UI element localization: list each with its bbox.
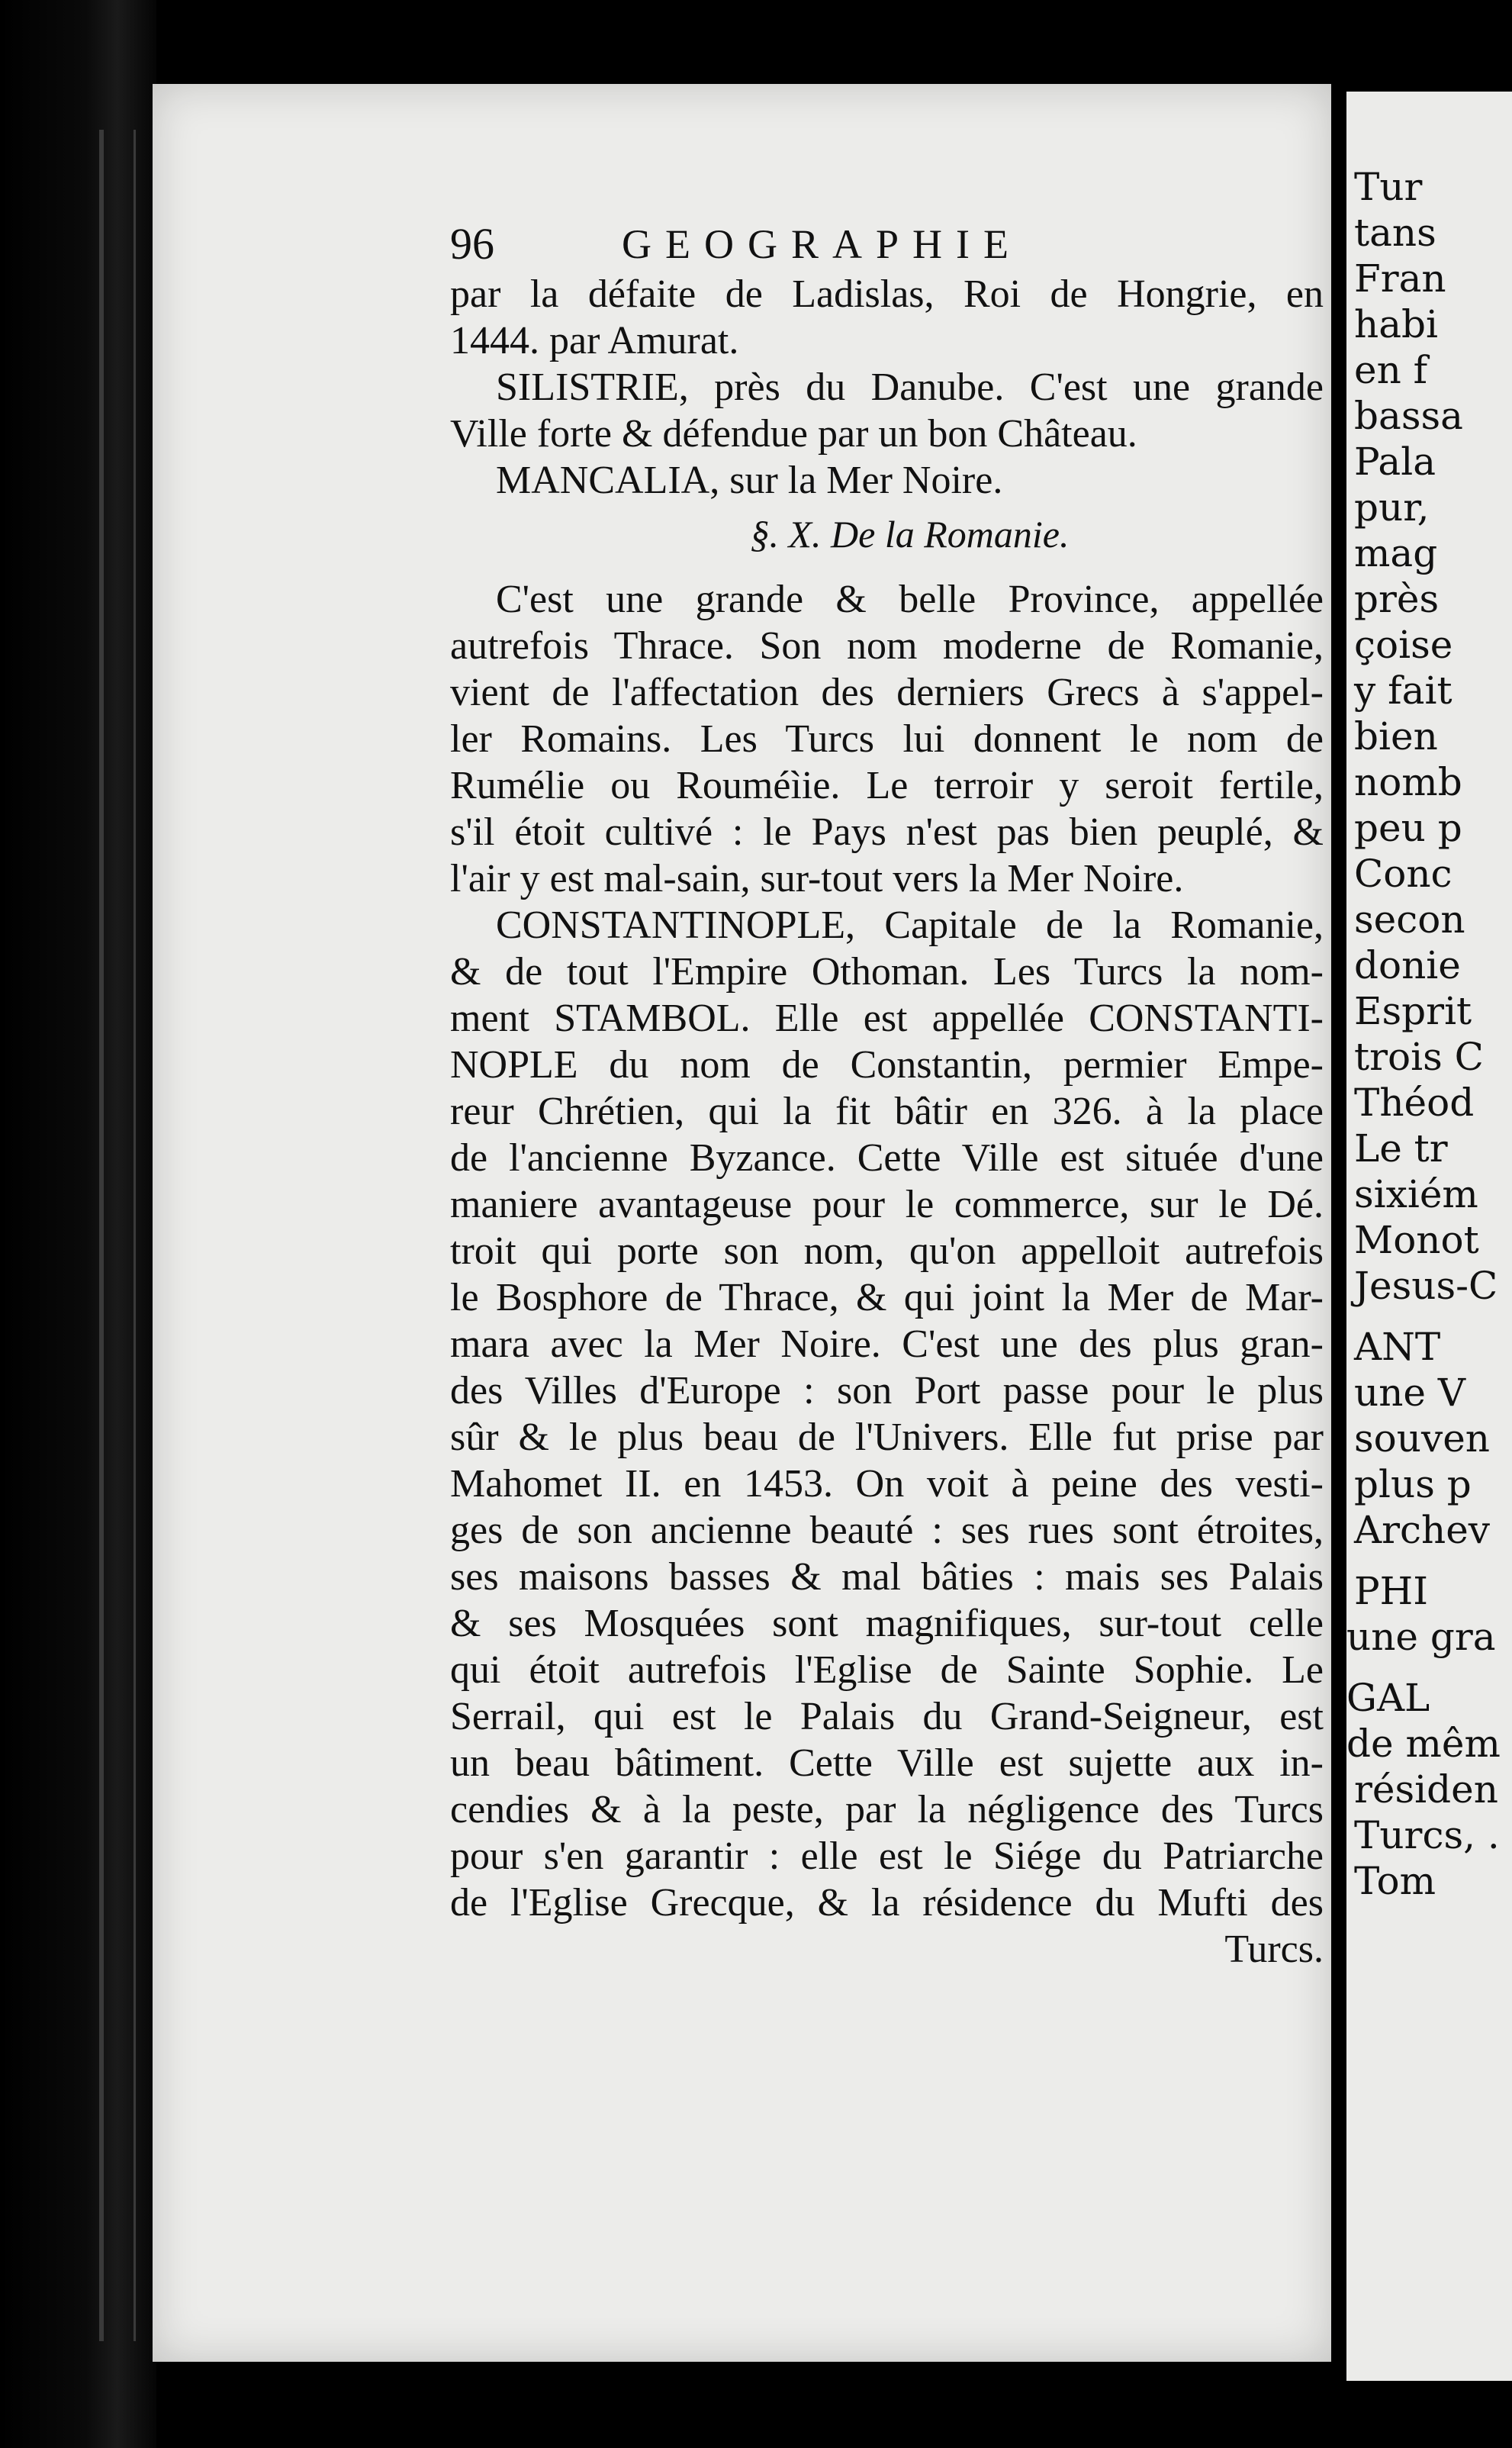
text-line: Mahomet II. en 1453. On voit à peine des vesti-: [450, 1462, 1324, 1506]
facing-page-fragment: trois C: [1354, 1035, 1484, 1079]
text-line: & de tout l'Empire Othoman. Les Turcs la nom-: [450, 950, 1324, 994]
facing-page-fragment: donie: [1354, 943, 1461, 987]
text-line: qui étoit autrefois l'Eglise de Sainte Sophie. Le: [450, 1648, 1324, 1692]
text-line: des Villes d'Europe : son Port passe pour le plus: [450, 1369, 1324, 1412]
page-text-block: [450, 217, 1324, 1973]
text-line: maniere avantageuse pour le commerce, sur le Dé.: [450, 1183, 1324, 1226]
text-line: ler Romains. Les Turcs lui donnent le nom de: [450, 717, 1324, 761]
facing-page-fragment: Turcs, .: [1354, 1813, 1500, 1857]
binding-shadow-line: [134, 130, 136, 2341]
facing-page-fragment: résiden: [1354, 1767, 1498, 1812]
facing-page-fragment: de mêm: [1346, 1722, 1501, 1766]
facing-page-fragment: y fait: [1354, 668, 1452, 713]
text-line: C'est une grande & belle Province, appellée: [496, 578, 1324, 621]
facing-page-fragment: tans: [1354, 211, 1436, 255]
text-line: SILISTRIE, près du Danube. C'est une grande: [496, 366, 1324, 409]
text-line: de l'Eglise Grecque, & la résidence du Mufti des: [450, 1881, 1324, 1925]
text-line: MANCALIA, sur la Mer Noire.: [496, 459, 1003, 502]
facing-page-fragment: ANT: [1354, 1325, 1441, 1369]
text-line: Turcs.: [1224, 1928, 1324, 1971]
facing-page-fragment: Archev: [1354, 1508, 1491, 1552]
facing-page-fragment: habi: [1354, 302, 1439, 346]
page-gutter: [1331, 76, 1346, 2381]
text-line: reur Chrétien, qui la fit bâtir en 326. à la place: [450, 1090, 1324, 1133]
page-number: 96: [450, 219, 494, 269]
text-line: par la défaite de Ladislas, Roi de Hongrie, en: [450, 272, 1324, 316]
running-head: GEOGRAPHIE: [622, 221, 1022, 267]
text-line: Serrail, qui est le Palais du Grand-Seigneur, est: [450, 1695, 1324, 1738]
text-line: CONSTANTINOPLE, Capitale de la Romanie,: [496, 904, 1324, 947]
facing-page-fragment: en f: [1354, 348, 1428, 392]
facing-page-fragment: souven: [1354, 1416, 1491, 1461]
text-line: cendies & à la peste, par la négligence des Turcs: [450, 1788, 1324, 1831]
facing-page-fragment: GAL: [1346, 1676, 1430, 1720]
body-text: [450, 271, 1324, 1973]
text-line: vient de l'affectation des derniers Grecs à s'appel-: [450, 671, 1324, 714]
text-line: de l'ancienne Byzance. Cette Ville est située d'une: [450, 1136, 1324, 1180]
text-line: l'air y est mal-sain, sur-tout vers la Mer Noire.: [450, 857, 1184, 900]
text-line: un beau bâtiment. Cette Ville est sujette aux in-: [450, 1741, 1324, 1785]
text-line: & ses Mosquées sont magnifiques, sur-tout celle: [450, 1602, 1324, 1645]
binding-shadow-line: [99, 130, 104, 2341]
text-line: autrefois Thrace. Son nom moderne de Romanie,: [450, 624, 1324, 668]
facing-page-fragment: Monot: [1354, 1218, 1479, 1262]
facing-page-fragment: PHI: [1354, 1569, 1428, 1613]
text-line: ment STAMBOL. Elle est appellée CONSTANTI-: [450, 997, 1324, 1040]
facing-page-fragment: Jesus-C: [1354, 1264, 1498, 1308]
facing-page-fragment: près: [1354, 577, 1440, 621]
text-line: NOPLE du nom de Constantin, permier Empe-: [450, 1043, 1324, 1087]
text-line: ges de son ancienne beauté : ses rues sont étroites,: [450, 1509, 1324, 1552]
facing-page-fragment: nomb: [1354, 760, 1462, 804]
facing-page: [1346, 92, 1512, 2381]
facing-page-fragment: Fran: [1354, 256, 1446, 301]
facing-page-fragment: bassa: [1354, 394, 1463, 438]
facing-page-fragment: une V: [1354, 1371, 1465, 1415]
text-line: mara avec la Mer Noire. C'est une des plus gran-: [450, 1322, 1324, 1366]
facing-page-fragment: une gra: [1346, 1615, 1496, 1659]
facing-page-fragment: sixiém: [1354, 1172, 1478, 1216]
text-line: Rumélie ou Rouméìie. Le terroir y seroit fertile,: [450, 764, 1324, 807]
facing-page-fragment: Théod: [1354, 1081, 1475, 1125]
facing-page-fragment: peu p: [1354, 806, 1462, 850]
facing-page-fragment: plus p: [1354, 1462, 1472, 1506]
text-line: ses maisons basses & mal bâties : mais ses Palais: [450, 1555, 1324, 1599]
facing-page-fragment: Pala: [1354, 440, 1436, 484]
text-line: le Bosphore de Thrace, & qui joint la Mer de Mar-: [450, 1276, 1324, 1319]
facing-page-fragment: bien: [1354, 714, 1438, 759]
facing-page-fragment: Le tr: [1354, 1126, 1448, 1171]
page-header: [450, 217, 1324, 271]
facing-page-fragment: pur,: [1354, 485, 1430, 530]
facing-page-fragment: mag: [1354, 531, 1438, 575]
book-binding-edge: [0, 0, 156, 2448]
facing-page-fragment: Tom: [1354, 1859, 1436, 1903]
text-line: 1444. par Amurat.: [450, 319, 739, 362]
facing-page-fragment: Tur: [1354, 165, 1423, 209]
facing-page-fragment: Esprit: [1354, 989, 1472, 1033]
facing-page-fragment: secon: [1354, 897, 1465, 942]
text-line: troit qui porte son nom, qu'on appelloit autrefois: [450, 1229, 1324, 1273]
text-line: s'il étoit cultivé : le Pays n'est pas bien peuplé, &: [450, 810, 1324, 854]
text-line: pour s'en garantir : elle est le Siége du Patriarche: [450, 1834, 1324, 1878]
section-heading: §. X. De la Romanie.: [750, 513, 1070, 556]
text-line: Ville forte & défendue par un bon Château.: [450, 412, 1137, 456]
text-line: sûr & le plus beau de l'Univers. Elle fut prise par: [450, 1416, 1324, 1459]
facing-page-fragment: çoise: [1354, 623, 1453, 667]
facing-page-fragment: Conc: [1354, 852, 1452, 896]
